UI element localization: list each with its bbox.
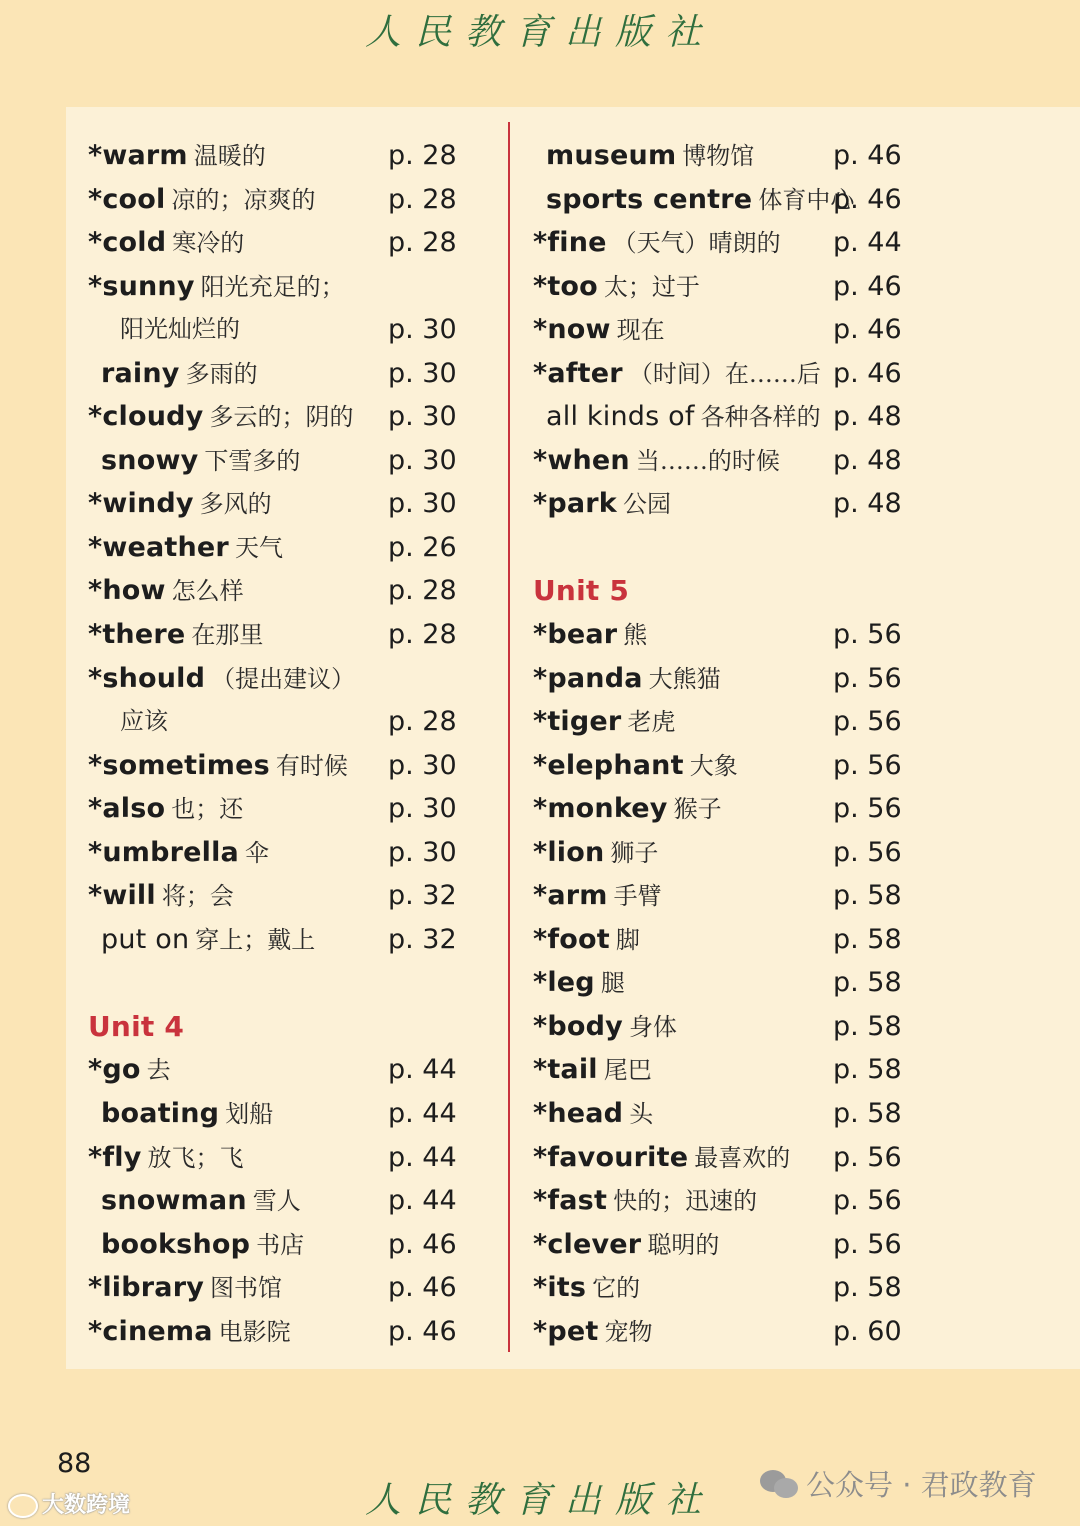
vocab-page-ref: p. 58 [833,967,902,999]
vocab-entry [533,1092,953,1136]
vocab-word: *how [88,575,166,607]
vocab-meaning: 当……的时候 [635,446,780,475]
vocab-meaning: 博物馆 [682,142,755,170]
vocab-entry [88,221,508,265]
vocab-meaning: 寒冷的 [172,229,245,258]
vocab-entry [533,613,953,657]
vocab-entry [88,787,508,831]
vocab-page-ref: p. 48 [833,488,902,520]
vocab-page-ref: p. 30 [388,357,457,389]
column-divider [508,122,510,1352]
vocab-page-ref: p. 46 [833,140,902,171]
vocab-meaning: 大象 [689,751,738,780]
vocab-entry [533,1266,953,1310]
vocab-entry [533,178,953,222]
vocab-page-ref: p. 56 [833,1141,902,1173]
vocab-entry [88,1223,508,1267]
vocab-entry [88,178,508,222]
vocab-word: *there [88,619,186,651]
vocab-page-ref: p. 32 [388,923,457,955]
vocab-word: *favourite [533,1141,689,1173]
vocab-word: *too [533,270,598,302]
unit-heading [533,569,953,613]
vocab-word: *pet [533,1315,599,1347]
vocab-word: snowman [101,1185,247,1217]
vocab-word: put on [101,923,190,955]
vocab-entry [533,308,953,352]
vocab-meaning: 宠物 [604,1317,653,1346]
vocab-page-ref: p. 58 [833,1098,902,1130]
vocab-entry [88,874,508,918]
vocab-page-ref: p. 46 [388,1228,457,1260]
vocab-page-ref: p. 26 [388,531,457,563]
vocab-meaning: 应该 [120,707,168,736]
vocab-entry [533,1136,953,1180]
vocab-entry [533,744,953,788]
vocab-page-ref: p. 28 [388,575,457,607]
vocab-page-ref: p. 46 [833,270,902,302]
vocab-word: *cinema [88,1315,213,1347]
vocab-meaning: 多云的；阴的 [209,403,354,432]
vocab-page-ref: p. 56 [833,706,902,738]
vocab-word: museum [546,140,677,171]
spacer [88,961,508,1005]
vocab-page-ref: p. 56 [833,1228,902,1260]
vocab-entry [88,1266,508,1310]
vocab-page-ref: p. 46 [833,183,902,215]
spacer [533,526,953,570]
vocab-page-ref: p. 46 [388,1315,457,1347]
vocab-meaning: 狮子 [610,838,659,867]
vocab-meaning: 伞 [244,838,269,867]
vocab-page-ref: p. 44 [388,1185,457,1217]
vocab-word: *also [88,793,166,825]
vocab-word: *elephant [533,749,684,781]
vocab-page-ref: p. 56 [833,1185,902,1217]
vocab-meaning: 将；会 [161,882,234,911]
vocab-meaning: 有时候 [275,751,348,780]
vocab-page-ref: p. 56 [833,619,902,651]
vocab-word: *sunny [88,270,195,302]
wechat-icon [760,1468,798,1500]
vocab-meaning: 猴子 [673,795,722,824]
vocab-page-ref: p. 44 [388,1098,457,1130]
vocab-word: *bear [533,619,618,651]
vocab-word: *cold [88,227,167,259]
publisher-logo-top: 人民教育出版社 [364,12,715,53]
vocab-page-ref: p. 30 [388,793,457,825]
vocab-word: rainy [101,357,180,389]
vocab-page-ref: p. 58 [833,1054,902,1086]
vocab-word: *fly [88,1141,142,1173]
vocab-word: *leg [533,967,595,999]
vocab-page-ref: p. 56 [833,836,902,868]
vocab-page-ref: p. 28 [388,227,457,259]
vocab-meaning: 体育中心 [758,185,855,214]
vocab-entry [533,918,953,962]
vocab-word: *fast [533,1185,608,1217]
vocab-word: bookshop [101,1228,251,1260]
vocab-word: *after [533,357,623,389]
unit-title: Unit 4 [88,1009,185,1043]
vocab-word: *go [88,1054,141,1086]
vocab-meaning: 下雪多的 [204,446,301,475]
vocab-meaning: 熊 [623,621,648,650]
vocab-word: *cool [88,183,166,215]
vocab-meaning: 它的 [592,1274,641,1303]
vocab-word: *body [533,1010,623,1042]
vocab-page-ref: p. 48 [833,401,902,433]
vocab-word: *library [88,1272,205,1304]
vocab-page-ref: p. 32 [388,880,457,912]
vocab-word: sports centre [546,183,753,215]
vocab-meaning: 多风的 [199,490,272,519]
vocab-entry [88,395,508,439]
vocab-page-ref: p. 44 [833,227,902,259]
vocab-word: snowy [101,444,199,476]
vocab-meaning: 也；还 [171,795,244,824]
vocab-meaning: （时间）在……后 [628,359,821,388]
vocab-meaning: 划船 [225,1100,274,1129]
vocab-page-ref: p. 58 [833,923,902,955]
vocab-page-ref: p. 28 [388,183,457,215]
vocab-meaning: 阳光灿烂的 [120,315,240,344]
vocab-meaning: 腿 [600,969,625,998]
vocab-meaning: 电影院 [218,1317,291,1346]
vocab-meaning: （天气）晴朗的 [612,229,781,258]
vocab-page-ref: p. 30 [388,314,457,346]
vocab-meaning: 公园 [622,490,671,519]
watermark-left-text: 大数跨境 [42,1493,131,1518]
vocab-meaning: 天气 [234,533,283,562]
vocab-meaning: 头 [629,1100,654,1129]
vocab-entry [88,700,508,744]
vocab-meaning: 尾巴 [603,1056,652,1085]
vocab-entry [533,831,953,875]
vocab-entry [88,352,508,396]
vocab-entry [533,265,953,309]
vocab-entry [533,482,953,526]
vocab-word: *its [533,1272,587,1304]
vocab-meaning: 阳光充足的； [200,272,345,301]
vocab-entry [88,482,508,526]
vocab-entry [88,1092,508,1136]
vocab-page-ref: p. 56 [833,793,902,825]
vocab-entry [88,744,508,788]
vocab-meaning: 手臂 [613,882,662,911]
vocab-page-ref: p. 30 [388,444,457,476]
vocab-entry [533,395,953,439]
vocab-entry [533,1005,953,1049]
vocab-word: *park [533,488,617,520]
vocab-entry [88,918,508,962]
vocab-meaning: 身体 [628,1012,677,1041]
vocab-word: *tiger [533,706,622,738]
vocabulary-column-left [88,134,508,1353]
vocab-entry [88,1310,508,1354]
vocab-entry [88,831,508,875]
vocab-entry [533,1179,953,1223]
vocab-entry [533,439,953,483]
vocab-meaning: 多雨的 [185,359,258,388]
vocab-meaning: 去 [146,1056,171,1085]
vocab-entry [533,1310,953,1354]
vocab-page-ref: p. 30 [388,401,457,433]
vocab-page-ref: p. 28 [388,140,457,171]
vocab-entry [533,657,953,701]
vocab-meaning: 大熊猫 [648,664,721,693]
vocab-meaning: 书店 [256,1230,305,1259]
vocab-meaning: 现在 [616,316,665,345]
publisher-logo-bottom: 人民教育出版社 [364,1480,715,1521]
vocab-word: *tail [533,1054,598,1086]
vocab-entry [533,1223,953,1267]
vocab-meaning: 各种各样的 [700,403,821,432]
vocab-word: *sometimes [88,749,270,781]
vocab-meaning: 放飞；飞 [147,1143,244,1172]
vocab-word: *panda [533,662,643,694]
vocab-word: *will [88,880,156,912]
vocab-page-ref: p. 58 [833,1010,902,1042]
vocab-meaning: 脚 [615,925,640,954]
vocab-entry [88,1048,508,1092]
page-number: 88 [57,1448,92,1479]
vocab-page-ref: p. 46 [833,314,902,346]
vocab-word: *when [533,444,630,476]
vocab-entry [533,1048,953,1092]
vocab-word: *windy [88,488,194,520]
vocab-word: *fine [533,227,607,259]
vocab-page-ref: p. 56 [833,662,902,694]
watermark-right [760,1463,1037,1504]
vocabulary-column-right [533,134,953,1353]
vocab-meaning: 在那里 [191,621,264,650]
vocab-entry [533,874,953,918]
vocab-meaning: 老虎 [627,708,676,737]
vocab-entry [88,569,508,613]
unit-title: Unit 5 [533,574,630,608]
vocab-meaning: 图书馆 [210,1274,283,1303]
vocab-meaning: 温暖的 [193,142,266,170]
vocab-entry [533,700,953,744]
vocab-page-ref: p. 30 [388,836,457,868]
vocab-entry [88,1136,508,1180]
vocab-word: *now [533,314,611,346]
vocab-page-ref: p. 46 [833,357,902,389]
vocab-word: all kinds of [546,401,695,433]
vocab-word: *head [533,1098,624,1130]
vocab-word: *weather [88,531,229,563]
vocab-page-ref: p. 30 [388,749,457,781]
watermark-left [8,1488,130,1519]
vocab-meaning: 聪明的 [647,1230,720,1259]
vocab-word: boating [101,1098,220,1130]
vocab-word: *monkey [533,793,668,825]
vocab-meaning: 凉的；凉爽的 [171,185,316,214]
vocab-page-ref: p. 46 [388,1272,457,1304]
vocab-page-ref: p. 58 [833,1272,902,1304]
vocab-word: *clever [533,1228,642,1260]
vocab-page-ref: p. 60 [833,1315,902,1347]
vocab-meaning: 雪人 [252,1187,301,1216]
vocab-entry [533,221,953,265]
vocab-entry [88,265,508,309]
vocab-word: *arm [533,880,608,912]
vocab-entry [533,961,953,1005]
vocab-meaning: 快的；迅速的 [613,1187,758,1216]
vocab-meaning: 穿上；戴上 [195,925,316,954]
vocab-word: *cloudy [88,401,204,433]
vocab-entry [88,613,508,657]
vocab-word: *warm [88,140,188,171]
vocab-word: *lion [533,836,605,868]
unit-heading [88,1005,508,1049]
vocab-page-ref: p. 44 [388,1054,457,1086]
vocab-meaning: （提出建议） [211,664,356,693]
vocab-entry [88,308,508,352]
watermark-right-label: 公众号 · 君政教育 [806,1468,1037,1502]
vocab-word: *should [88,662,206,694]
vocab-entry [533,134,953,178]
vocab-page-ref: p. 28 [388,706,457,738]
vocab-entry [88,134,508,178]
vocab-page-ref: p. 30 [388,488,457,520]
vocab-entry [88,1179,508,1223]
vocab-meaning: 最喜欢的 [694,1143,791,1172]
vocab-page-ref: p. 56 [833,749,902,781]
vocab-word: *umbrella [88,836,239,868]
vocab-entry [88,439,508,483]
vocab-page-ref: p. 48 [833,444,902,476]
vocab-entry [533,787,953,831]
vocab-entry [88,657,508,701]
weibo-icon [8,1494,38,1518]
vocab-entry [88,526,508,570]
vocab-page-ref: p. 44 [388,1141,457,1173]
vocab-page-ref: p. 58 [833,880,902,912]
vocab-page-ref: p. 28 [388,619,457,651]
vocab-entry [533,352,953,396]
vocab-word: *foot [533,923,610,955]
vocab-meaning: 怎么样 [171,577,244,606]
vocab-meaning: 太；过于 [603,272,700,301]
